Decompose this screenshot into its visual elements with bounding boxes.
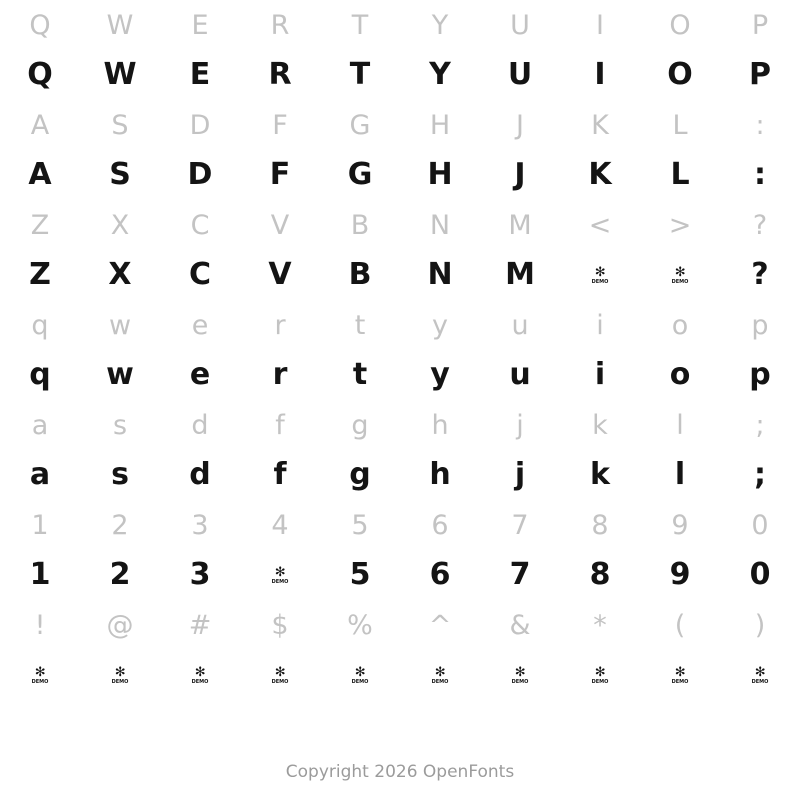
- demo-watermark-glyph: [480, 650, 560, 700]
- key-label: &: [509, 609, 531, 641]
- key-label: <: [588, 209, 612, 241]
- glyph-sample: I: [594, 57, 606, 92]
- sparkle-icon: ✻: [594, 264, 606, 280]
- demo-watermark-glyph: [640, 650, 720, 700]
- demo-watermark-glyph: [560, 650, 640, 700]
- key-label: G: [349, 109, 371, 141]
- glyph-sample: r: [272, 357, 288, 392]
- demo-mark: [32, 666, 49, 685]
- key-label: D: [189, 109, 211, 141]
- sparkle-icon: ✻: [754, 664, 766, 680]
- sparkle-icon: ✻: [194, 664, 206, 680]
- glyph-sample: U: [507, 57, 533, 92]
- glyph-sample: w: [106, 357, 134, 392]
- glyph-sample: k: [590, 457, 610, 492]
- glyph-sample: i: [594, 357, 606, 392]
- demo-watermark-glyph: [560, 250, 640, 300]
- key-label: f: [275, 409, 285, 441]
- key-label: ^: [428, 609, 452, 641]
- key-label: #: [188, 609, 212, 641]
- glyph-sample: :: [754, 157, 766, 192]
- key-label: Y: [431, 9, 449, 41]
- sparkle-icon: ✻: [674, 264, 686, 280]
- key-label: H: [429, 109, 451, 141]
- demo-mark: [432, 666, 449, 685]
- demo-watermark-glyph: [720, 650, 800, 700]
- demo-label: DEMO: [671, 278, 689, 285]
- key-label: S: [111, 109, 129, 141]
- glyph-sample: Z: [29, 257, 51, 292]
- glyph-sample: 0: [749, 557, 771, 592]
- key-label: ): [754, 609, 766, 641]
- glyph-sample: K: [588, 157, 612, 192]
- demo-label: DEMO: [191, 678, 209, 685]
- glyph-sample: ;: [754, 457, 766, 492]
- glyph-sample: f: [273, 457, 287, 492]
- demo-mark: [512, 666, 529, 685]
- key-label: ;: [755, 409, 765, 441]
- demo-mark: [672, 266, 689, 285]
- demo-label: DEMO: [591, 278, 609, 285]
- key-label: X: [110, 209, 130, 241]
- copyright-notice: Copyright 2026 OpenFonts: [285, 762, 515, 782]
- key-label: k: [592, 409, 608, 441]
- key-label: K: [591, 109, 609, 141]
- key-label: >: [668, 209, 692, 241]
- glyph-sample: C: [188, 257, 212, 292]
- key-label: M: [508, 209, 532, 241]
- glyph-sample: h: [429, 457, 451, 492]
- demo-watermark-glyph: [640, 250, 720, 300]
- glyph-sample: l: [674, 457, 686, 492]
- glyph-sample: 8: [589, 557, 611, 592]
- demo-watermark-glyph: [160, 650, 240, 700]
- demo-label: DEMO: [351, 678, 369, 685]
- key-label: t: [354, 309, 366, 341]
- demo-watermark-glyph: [400, 650, 480, 700]
- demo-watermark-glyph: [0, 650, 80, 700]
- glyph-sample: p: [749, 357, 771, 392]
- key-label: B: [350, 209, 370, 241]
- demo-watermark-glyph: [240, 550, 320, 600]
- key-label: E: [191, 9, 209, 41]
- key-label: y: [432, 309, 448, 341]
- glyph-sample: X: [108, 257, 132, 292]
- key-label: 0: [751, 509, 769, 541]
- key-label: V: [270, 209, 290, 241]
- key-label: *: [593, 609, 607, 641]
- glyph-sample: 1: [29, 557, 51, 592]
- key-label: g: [351, 409, 369, 441]
- demo-mark: [272, 566, 289, 585]
- key-label: :: [755, 109, 765, 141]
- key-label: 7: [511, 509, 529, 541]
- demo-mark: [352, 666, 369, 685]
- key-label: U: [510, 9, 530, 41]
- glyph-sample: o: [669, 357, 691, 392]
- demo-mark: [272, 666, 289, 685]
- key-label: d: [191, 409, 209, 441]
- glyph-sample: e: [189, 357, 211, 392]
- demo-label: DEMO: [591, 678, 609, 685]
- glyph-sample: q: [29, 357, 51, 392]
- demo-mark: [192, 666, 209, 685]
- glyph-sample: L: [670, 157, 690, 192]
- key-label: W: [106, 9, 134, 41]
- demo-mark: [672, 666, 689, 685]
- key-label: e: [191, 309, 209, 341]
- key-label: T: [351, 9, 369, 41]
- key-label: q: [31, 309, 49, 341]
- glyph-sample: u: [509, 357, 531, 392]
- demo-label: DEMO: [751, 678, 769, 685]
- glyph-sample: d: [189, 457, 211, 492]
- demo-label: DEMO: [511, 678, 529, 685]
- key-label: a: [31, 409, 49, 441]
- glyph-sample: W: [103, 57, 137, 92]
- demo-label: DEMO: [31, 678, 49, 685]
- key-label: 8: [591, 509, 609, 541]
- glyph-sample: y: [430, 357, 450, 392]
- sparkle-icon: ✻: [274, 664, 286, 680]
- demo-mark: [112, 666, 129, 685]
- key-label: L: [672, 109, 688, 141]
- glyph-sample: ?: [751, 257, 769, 292]
- key-label: s: [112, 409, 128, 441]
- key-label: w: [108, 309, 132, 341]
- glyph-sample: F: [269, 157, 291, 192]
- glyph-sample: T: [349, 57, 371, 92]
- key-label: J: [516, 109, 524, 141]
- key-label: %: [347, 609, 373, 641]
- key-label: P: [751, 9, 769, 41]
- glyph-sample: G: [347, 157, 373, 192]
- glyph-sample: N: [427, 257, 453, 292]
- key-label: Q: [29, 9, 51, 41]
- key-label: !: [34, 609, 46, 641]
- key-label: 9: [671, 509, 689, 541]
- sparkle-icon: ✻: [514, 664, 526, 680]
- glyph-sample: R: [268, 57, 292, 92]
- key-label: R: [270, 9, 290, 41]
- glyph-sample: J: [514, 157, 526, 192]
- key-label: 1: [31, 509, 49, 541]
- glyph-sample: 7: [509, 557, 531, 592]
- demo-label: DEMO: [111, 678, 129, 685]
- glyph-sample: H: [427, 157, 453, 192]
- demo-watermark-glyph: [240, 650, 320, 700]
- sparkle-icon: ✻: [274, 564, 286, 580]
- sparkle-icon: ✻: [674, 664, 686, 680]
- demo-watermark-glyph: [320, 650, 400, 700]
- sparkle-icon: ✻: [34, 664, 46, 680]
- key-label: O: [669, 9, 691, 41]
- sparkle-icon: ✻: [114, 664, 126, 680]
- glyph-sample: s: [111, 457, 129, 492]
- glyph-sample: P: [749, 57, 771, 92]
- key-label: (: [674, 609, 686, 641]
- key-label: Z: [30, 209, 50, 241]
- key-label: A: [30, 109, 50, 141]
- glyph-sample: V: [268, 257, 292, 292]
- glyph-sample: O: [667, 57, 693, 92]
- glyph-sample: E: [189, 57, 211, 92]
- key-label: I: [596, 9, 604, 41]
- key-label: l: [676, 409, 684, 441]
- key-label: o: [671, 309, 689, 341]
- key-label: C: [190, 209, 210, 241]
- glyph-sample: B: [348, 257, 372, 292]
- demo-watermark-glyph: [80, 650, 160, 700]
- demo-mark: [592, 666, 609, 685]
- glyph-sample: 2: [109, 557, 131, 592]
- key-label: 5: [351, 509, 369, 541]
- key-label: j: [516, 409, 524, 441]
- glyph-sample: t: [352, 357, 368, 392]
- demo-label: DEMO: [671, 678, 689, 685]
- key-label: @: [106, 609, 134, 641]
- key-label: F: [272, 109, 288, 141]
- key-label: h: [431, 409, 449, 441]
- key-label: N: [429, 209, 451, 241]
- glyph-sample: 3: [189, 557, 211, 592]
- glyph-sample: Y: [429, 57, 451, 92]
- key-label: 3: [191, 509, 209, 541]
- sparkle-icon: ✻: [354, 664, 366, 680]
- glyph-sample: 5: [349, 557, 371, 592]
- key-label: r: [274, 309, 286, 341]
- key-label: u: [511, 309, 529, 341]
- key-label: $: [271, 609, 289, 641]
- glyph-sample: A: [28, 157, 52, 192]
- key-label: 4: [271, 509, 289, 541]
- sparkle-icon: ✻: [434, 664, 446, 680]
- demo-label: DEMO: [271, 578, 289, 585]
- sparkle-icon: ✻: [594, 664, 606, 680]
- glyph-sample: Q: [27, 57, 53, 92]
- demo-mark: [592, 266, 609, 285]
- glyph-sample: g: [349, 457, 371, 492]
- key-label: 6: [431, 509, 449, 541]
- glyph-sample: a: [29, 457, 51, 492]
- glyph-sample: M: [505, 257, 535, 292]
- key-label: 2: [111, 509, 129, 541]
- glyph-sample: 9: [669, 557, 691, 592]
- demo-mark: [752, 666, 769, 685]
- glyph-sample: D: [187, 157, 213, 192]
- glyph-sample: S: [109, 157, 131, 192]
- key-label: i: [596, 309, 604, 341]
- key-label: ?: [752, 209, 768, 241]
- glyph-sample: 6: [429, 557, 451, 592]
- key-label: p: [751, 309, 769, 341]
- demo-label: DEMO: [271, 678, 289, 685]
- demo-label: DEMO: [431, 678, 449, 685]
- glyph-sample: j: [514, 457, 526, 492]
